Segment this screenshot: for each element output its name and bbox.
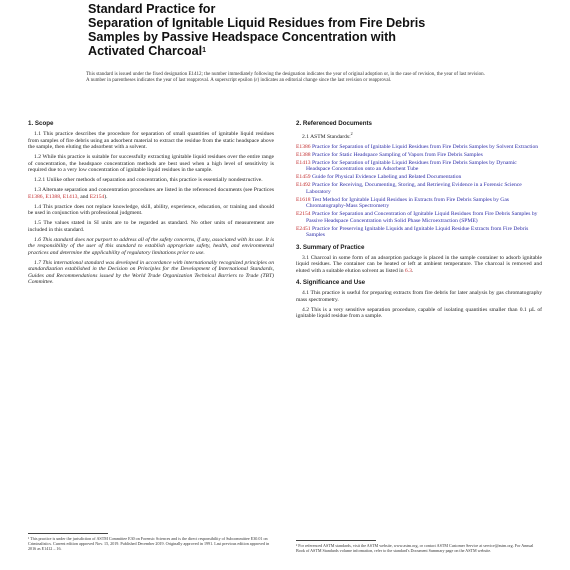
- reference-code[interactable]: E1413: [296, 159, 311, 166]
- para-1-6: 1.6 This standard does not purport to address all of the safety concerns, if any, associated with its use. It is the responsibility of the user of this standard to establish appropriate safety, health, and environmental practices and determine the applicability of regulatory limitations prior to use.: [28, 236, 274, 256]
- title-footnote-mark: 1: [202, 47, 206, 54]
- reference-item[interactable]: [296, 152, 542, 159]
- title-line-2: Separation of Ignitable Liquid Residues from Fire Debris: [88, 16, 426, 30]
- footnote-divider-right: [296, 540, 376, 541]
- reference-item[interactable]: [296, 182, 542, 195]
- scope-heading: 1. Scope: [28, 120, 54, 127]
- para-1-3-link-codes[interactable]: E1386, E1388, E1413,: [28, 193, 79, 200]
- reference-title[interactable]: Practice for Separation of Ignitable Liquid Residues from Fire Debris Samples by Solvent Extraction: [312, 143, 539, 150]
- para-1-2: 1.2 While this practice is suitable for successfully extracting ignitable liquid residues over the entire range of concentration, the headspace concentration methods are best used when a high level of sensitivity is required due to a very low concentration of ignitable liquid residues in the sample.: [28, 154, 274, 173]
- para-1-3-link-e2154[interactable]: E2154: [89, 193, 105, 200]
- significance-heading: 4. Significance and Use: [296, 279, 366, 287]
- reference-list: [296, 144, 542, 239]
- reference-title[interactable]: Test Method for Ignitable Liquid Residues in Extracts from Fire Debris Samples by Gas Chromatography-Mass Spectrometry: [306, 196, 509, 210]
- footnote-divider-left: [28, 533, 108, 534]
- para-1-1: 1.1 This practice describes the procedure for separation of small quantities of ignitable liquid residues from samples of fire debris using an adsorbent material to extract the residue from the static headspace above the sample, then eluting the adsorbent with a solvent.: [28, 131, 274, 150]
- document-title: [88, 2, 518, 58]
- refs-intro-mark: 2: [350, 131, 353, 136]
- reference-item[interactable]: [296, 197, 542, 210]
- para-1-4: 1.4 This practice does not replace knowledge, skill, ability, experience, education, or training and should be used in conjunction with professional judgment.: [28, 203, 274, 216]
- para-1-5: 1.5 The values stated in SI units are to be regarded as standard. No other units of measurement are included in this standard.: [28, 220, 274, 233]
- para-3-1-text-a: 3.1 Charcoal in some form of an adsorption package is placed in the sample container to adsorb ignitable liquid residues. The container can be heated or left at ambient temperature. The charcoal is removed and eluted with a suitable elution solvent as listed in: [296, 254, 542, 274]
- para-1-7: 1.7 This international standard was developed in accordance with internationally recognized principles on standardization established in the Decision on Principles for the Development of International Standards, Guides and Recommendations issued by the World Trade Organization Technical Barriers to Trade (TBT) Committee.: [28, 259, 274, 285]
- para-1-2-1: 1.2.1 Unlike other methods of separation and concentration, this practice is essentially nondestructive.: [34, 177, 263, 183]
- reference-item[interactable]: [296, 174, 542, 181]
- reference-item[interactable]: [296, 226, 542, 239]
- para-1-3: [28, 187, 274, 200]
- reference-title[interactable]: Guide for Physical Evidence Labeling and Related Documentation: [312, 174, 462, 181]
- reference-title[interactable]: Practice for Separation of Ignitable Liquid Residues from Fire Debris Samples by Dynamic Headspace Concentration onto an Adsorbent Tube: [306, 159, 517, 173]
- summary-heading: 3. Summary of Practice: [296, 243, 365, 251]
- para-1-3-text-c: ).: [104, 193, 108, 200]
- reference-item[interactable]: [296, 211, 542, 224]
- para-4-2: 4.2 This is a very sensitive separation procedure, capable of isolating quantities smaller than 0.1 µL of ignitable liquid residue from a sample.: [296, 306, 542, 320]
- para-3-1-text-b: .: [411, 267, 414, 274]
- reference-code[interactable]: E2154: [296, 211, 311, 218]
- reference-code[interactable]: E1459: [296, 174, 311, 181]
- footnote-1: ¹ This practice is under the jurisdiction of ASTM Committee E30 on Forensic Sciences and is the direct responsibility of Subcommittee E30.01 on Criminalistics. Current edition approved Nov. 15, 2019. Published December 2019. Originally approved in 1991. Last previous edition approved in 2016 as E1412 – 16.: [28, 536, 270, 551]
- para-3-1-link[interactable]: 6.3: [404, 267, 412, 274]
- reference-code[interactable]: E1492: [296, 182, 311, 189]
- reference-code[interactable]: E1388: [296, 151, 311, 158]
- refs-heading: 2. Referenced Documents: [296, 120, 372, 127]
- reference-title[interactable]: Practice for Static Headspace Sampling of Vapors from Fire Debris Samples: [312, 151, 483, 158]
- title-line-4: [88, 44, 518, 58]
- para-1-3-text-a: 1.3 Alternate separation and concentration procedures are listed in the referenced documents (see Practices: [34, 187, 274, 193]
- designation-notice: This standard is issued under the fixed designation E1412; the number immediately following the designation indicates the year of original adoption or, in the case of revision, the year of last revision. A number in parentheses indicates the year of last reapproval. A superscript epsilon (ε) indicates an editorial change since the last revision or reapproval.: [86, 72, 485, 84]
- title-line-4-text: Activated Charcoal: [88, 44, 203, 58]
- refs-intro: [296, 131, 542, 140]
- title-line-1: Standard Practice for: [88, 2, 216, 16]
- title-line-3: Samples by Passive Headspace Concentration with: [88, 30, 396, 44]
- reference-title[interactable]: Practice for Preserving Ignitable Liquids and Ignitable Liquid Residue Extracts from Fire Debris Samples: [306, 225, 529, 239]
- left-column: [28, 120, 274, 289]
- right-column: [296, 120, 542, 323]
- reference-title[interactable]: Practice for Separation and Concentration of Ignitable Liquid Residues from Fire Debris Samples by Passive Headspace Concentration with Solid Phase Microextraction (SPME): [306, 211, 538, 224]
- reference-item[interactable]: [296, 144, 542, 151]
- reference-item[interactable]: [296, 160, 542, 173]
- reference-code[interactable]: E1386: [296, 143, 311, 150]
- refs-intro-text: 2.1 ASTM Standards:: [302, 133, 351, 140]
- para-1-3-text-b: and: [78, 193, 90, 200]
- footnote-2: ² For referenced ASTM standards, visit the ASTM website, www.astm.org, or contact ASTM Customer Service at service@astm.org. For Annual Book of ASTM Standards volume information, refer to the standard's Document Summary page on the ASTM website.: [296, 543, 534, 553]
- para-3-1: [296, 255, 542, 275]
- para-4-1: 4.1 This practice is useful for preparing extracts from fire debris for later analysis by gas chromatography mass spectrometry.: [296, 290, 542, 303]
- reference-code[interactable]: E1618: [296, 196, 311, 203]
- reference-code[interactable]: E2451: [296, 225, 311, 232]
- reference-title[interactable]: Practice for Receiving, Documenting, Storing, and Retrieving Evidence in a Forensic Science Laboratory: [306, 182, 522, 195]
